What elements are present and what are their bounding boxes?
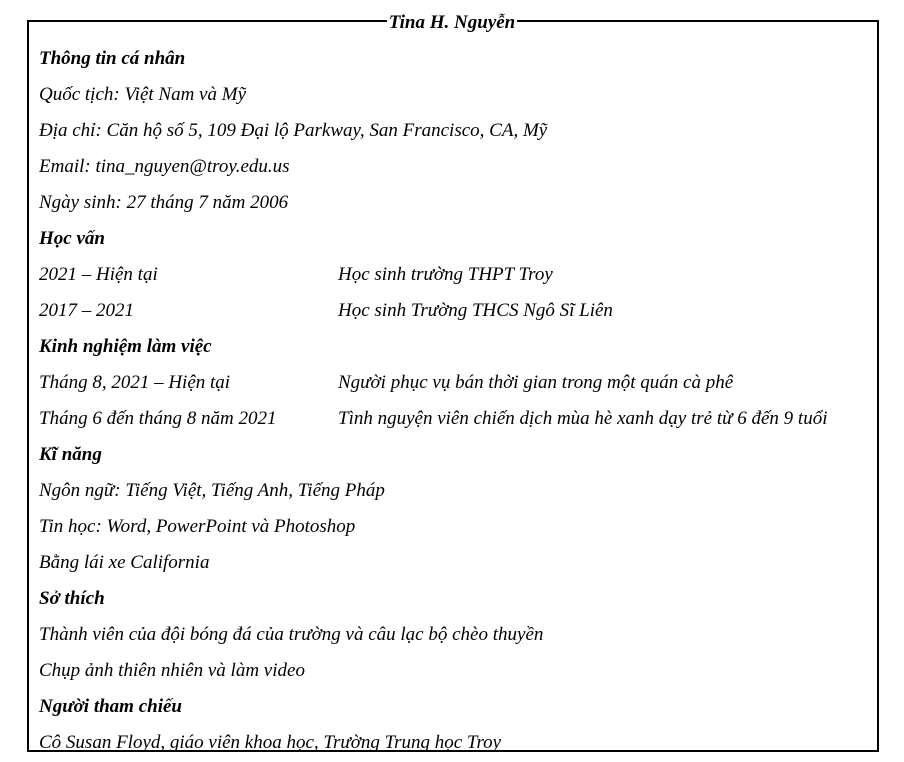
cv-name-title [0,11,904,35]
section-heading-education: Học vấn [39,228,105,249]
reference-item: Cô Susan Floyd, giáo viên khoa học, Trường Trung học Troy [39,732,502,753]
date-of-birth-line: Ngày sinh: 27 tháng 7 năm 2006 [39,192,289,213]
skill-item: Tin học: Word, PowerPoint và Photoshop [39,516,356,537]
education-period: 2017 – 2021 [39,300,134,321]
section-heading-hobbies: Sở thích [39,588,105,609]
experience-detail: Người phục vụ bán thời gian trong một quán cà phê [338,372,734,393]
section-heading-references: Người tham chiếu [39,696,182,717]
experience-period: Tháng 8, 2021 – Hiện tại [39,372,231,393]
section-heading-experience: Kinh nghiệm làm việc [39,336,212,357]
experience-period: Tháng 6 đến tháng 8 năm 2021 [39,408,277,429]
education-period: 2021 – Hiện tại [39,264,158,285]
hobby-item: Chụp ảnh thiên nhiên và làm video [39,660,305,681]
experience-row [39,401,827,437]
nationality-line: Quốc tịch: Việt Nam và Mỹ [39,84,246,105]
skill-item: Bằng lái xe California [39,552,210,573]
experience-row [39,365,733,401]
education-detail: Học sinh trường THPT Troy [338,264,553,285]
experience-detail: Tình nguyện viên chiến dịch mùa hè xanh dạy trẻ từ 6 đến 9 tuổi [338,408,828,429]
hobby-item: Thành viên của đội bóng đá của trường và câu lạc bộ chèo thuyền [39,624,544,645]
section-heading-personal: Thông tin cá nhân [39,48,186,69]
address-line: Địa chỉ: Căn hộ số 5, 109 Đại lộ Parkway, San Francisco, CA, Mỹ [39,120,548,141]
section-heading-skills: Kĩ năng [39,444,102,465]
education-row [39,257,553,293]
email-line: Email: tina_nguyen@troy.edu.us [39,156,290,177]
skill-item: Ngôn ngữ: Tiếng Việt, Tiếng Anh, Tiếng Pháp [39,480,385,501]
education-row [39,293,613,329]
education-detail: Học sinh Trường THCS Ngô Sĩ Liên [338,300,613,321]
cv-name-text: Tina H. Nguyễn [388,12,516,33]
